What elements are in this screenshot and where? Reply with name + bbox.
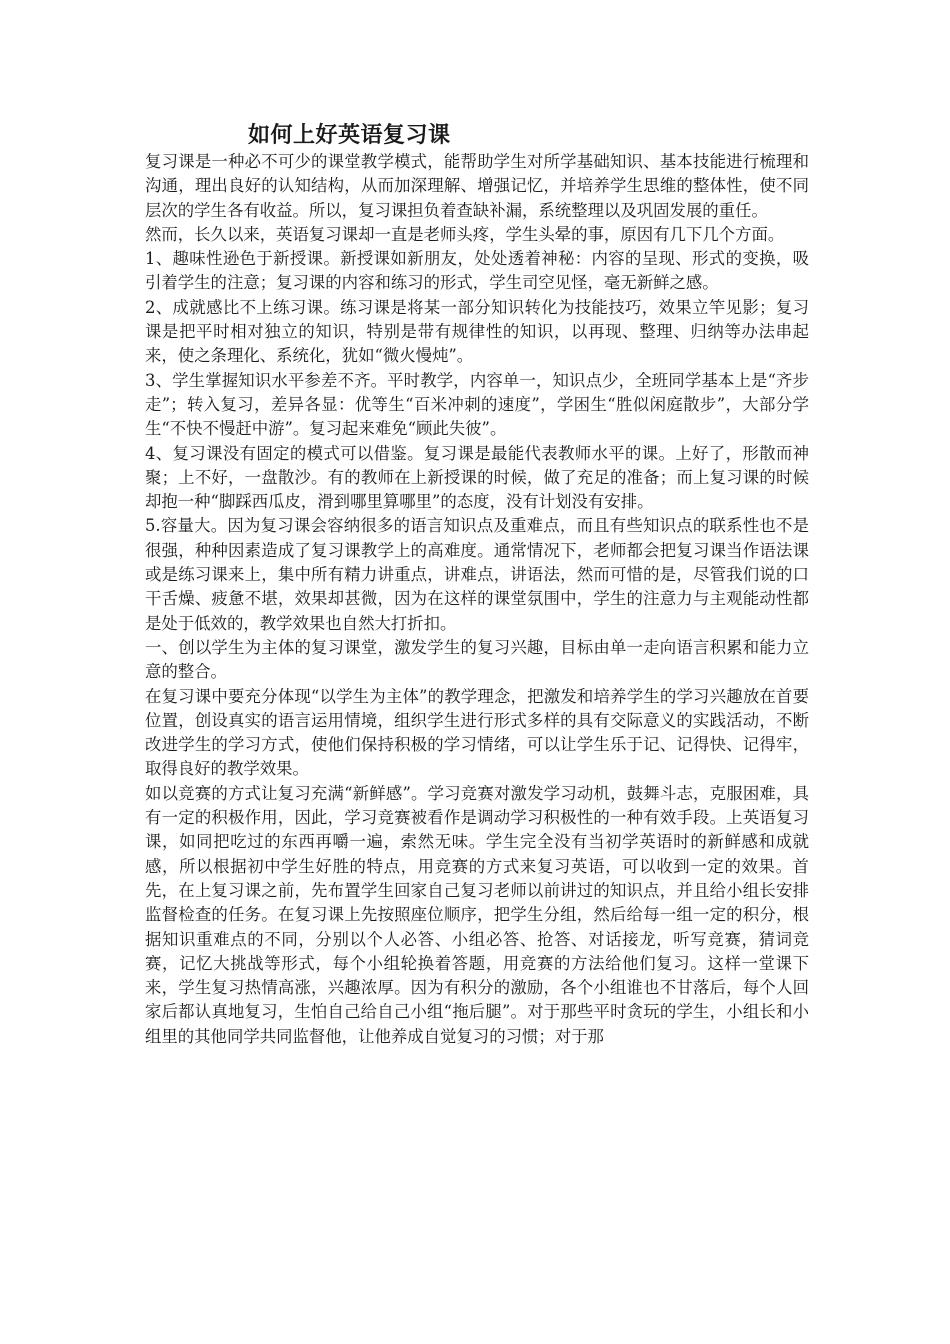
paragraph-point-2: 2、成就感比不上练习课。练习课是将某一部分知识转化为技能技巧，效果立竿见影；复习课是把平时相对独立的知识，特别是带有规律性的知识，以再现、整理、归纳等办法串起来，使之条理化、系统化，犹如“微火慢炖”。 <box>145 297 809 366</box>
paragraph-point-1: 1、趣味性逊色于新授课。新授课如新朋友，处处透着神秘：内容的呈现、形式的变换，吸引着学生的注意；复习课的内容和练习的形式，学生司空见怪，毫无新鲜之感。 <box>145 249 809 293</box>
paragraph-section-1-heading: 一、创以学生为主体的复习课堂，激发学生的复习兴趣，目标由单一走向语言积累和能力立意的整合。 <box>145 637 809 682</box>
paragraph-problems-intro: 然而，长久以来，英语复习课却一直是老师头疼，学生头晕的事，原因有几下几个方面。 <box>145 224 785 244</box>
paragraph-competition: 如以竞赛的方式让复习充满“新鲜感”。学习竞赛对激发学习动机，鼓舞斗志，克服困难，具有一定的积极作用，因此，学习竞赛被看作是调动学习积极性的一种有效手段。上英语复习课，如同把吃过的东西再嚼一遍，索然无味。学生完全没有当初学英语时的新鲜感和成就感，所以根据初中学生好胜的特点，用竞赛的方式来复习英语，可以收到一定的效果。首先，在上复习课之前，先布置学生回家自己复习老师以前讲过的知识点，并且给小组长安排监督检查的任务。在复习课上先按照座位顺序，把学生分组，然后给每一组一定的积分，根据知识重难点的不同，分别以个人必答、小组必答、抢答、对话接龙，听写竞赛，猜词竞赛，记忆大挑战等形式，每个小组轮换着答题，用竞赛的方法给他们复习。这样一堂课下来，学生复习热情高涨，兴趣浓厚。因为有积分的激励，各个小组谁也不甘落后，每个人回家后都认真地复习，生怕自己给自己小组“拖后腿”。对于那些平时贪玩的学生，小组长和小组里的其他同学共同监督他，让他养成自觉复习的习惯；对于那 <box>145 783 809 1046</box>
paragraph-section-1-body: 在复习课中要充分体现“以学生为主体”的教学理念，把激发和培养学生的学习兴趣放在首要位置，创设真实的语言运用情境，组织学生进行形式多样的具有交际意义的实践活动，不断改进学生的学习方式，使他们保持积极的学习情绪，可以让学生乐于记、记得快、记得牢，取得良好的教学效果。 <box>145 686 809 779</box>
paragraph-point-3: 3、学生掌握知识水平参差不齐。平时教学，内容单一，知识点少，全班同学基本上是“齐步走”；转入复习，差异各显：优等生“百米冲刺的速度”，学困生“胜似闲庭散步”，大部分学生“不快不慢赶中游”。复习起来难免“顾此失彼”。 <box>145 370 809 439</box>
page-title: 如何上好英语复习课 <box>248 122 451 148</box>
document-body <box>145 150 809 1049</box>
paragraph-point-4: 4、复习课没有固定的模式可以借鉴。复习课是最能代表教师水平的课。上好了，形散而神聚；上不好，一盘散沙。有的教师在上新授课的时候，做了充足的准备；而上复习课的时候却抱一种“脚踩西瓜皮，滑到哪里算哪里”的态度，没有计划没有安排。 <box>145 443 809 512</box>
paragraph-intro: 复习课是一种必不可少的课堂教学模式，能帮助学生对所学基础知识、基本技能进行梳理和沟通，理出良好的认知结构，从而加深理解、增强记忆，并培养学生思维的整体性，使不同层次的学生各有收益。所以，复习课担负着查缺补漏，系统整理以及巩固发展的重任。 <box>145 152 809 220</box>
paragraph-point-5: 5.容量大。因为复习课会容纳很多的语言知识点及重难点，而且有些知识点的联系性也不是很强，种种因素造成了复习课教学上的高难度。通常情况下，老师都会把复习课当作语法课或是练习课来上，集中所有精力讲重点，讲难点，讲语法，然而可惜的是，尽管我们说的口干舌燥、疲惫不堪，效果却甚微，因为在这样的课堂氛围中，学生的注意力与主观能动性都是处于低效的，教学效果也自然大打折扣。 <box>145 516 809 633</box>
